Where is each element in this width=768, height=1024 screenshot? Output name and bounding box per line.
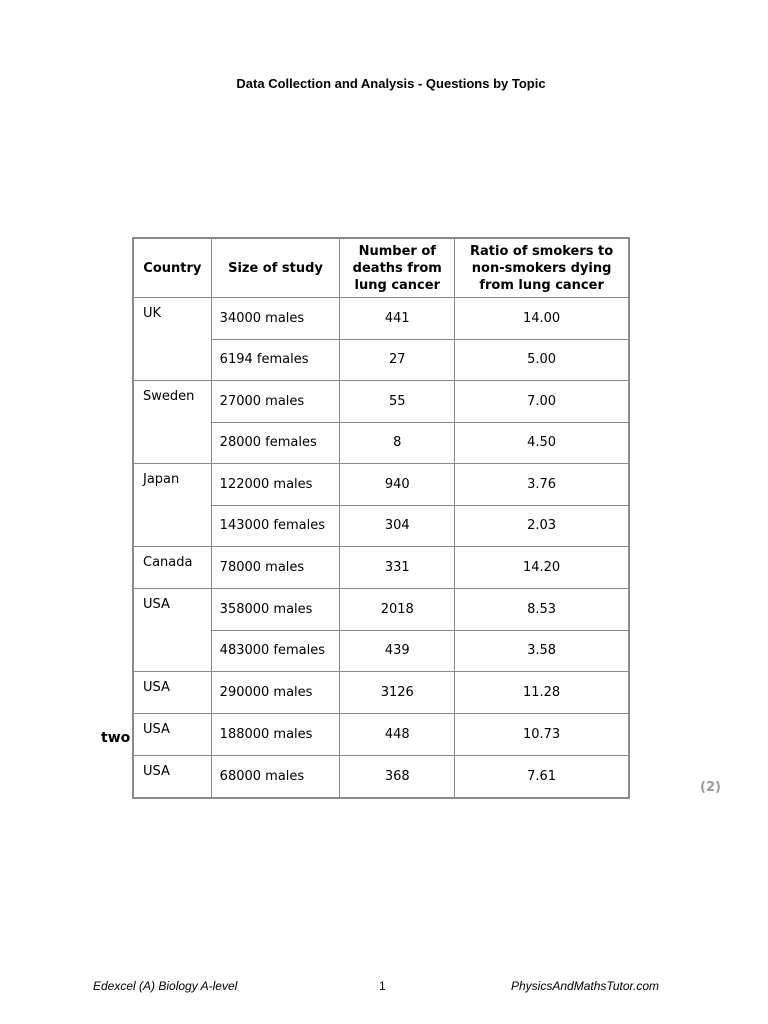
cell-deaths: 441 (340, 298, 455, 340)
cell-size: 358000 males (211, 589, 340, 631)
table-row (133, 672, 629, 714)
cell-ratio: 3.58 (455, 630, 629, 672)
cell-deaths: 368 (340, 756, 455, 799)
cell-size: 483000 females (211, 630, 340, 672)
table-row (133, 339, 629, 381)
cell-ratio: 11.28 (455, 672, 629, 714)
cell-country (133, 422, 211, 464)
table-row (133, 756, 629, 799)
cell-size: 122000 males (211, 464, 340, 506)
marks-indicator: (2) (700, 780, 721, 795)
cell-deaths: 8 (340, 422, 455, 464)
cell-size: 78000 males (211, 547, 340, 589)
header-ratio-line3: from lung cancer (479, 277, 604, 293)
cell-deaths: 2018 (340, 589, 455, 631)
cell-size: 68000 males (211, 756, 340, 799)
header-deaths-line3: lung cancer (354, 277, 440, 293)
cell-size: 188000 males (211, 714, 340, 756)
cell-deaths: 940 (340, 464, 455, 506)
cell-country: Canada (133, 547, 211, 589)
cell-country (133, 630, 211, 672)
page-title: Data Collection and Analysis - Questions by Topic (236, 76, 546, 91)
header-number-of-deaths (340, 238, 455, 298)
header-size-of-study: Size of study (211, 238, 340, 298)
cell-country (133, 505, 211, 547)
cell-country (133, 339, 211, 381)
cell-size: 6194 females (211, 339, 340, 381)
header-deaths-line2: deaths from (352, 260, 442, 276)
cell-ratio: 3.76 (455, 464, 629, 506)
table-row (133, 714, 629, 756)
cell-deaths: 439 (340, 630, 455, 672)
table-row (133, 298, 629, 340)
cell-size: 143000 females (211, 505, 340, 547)
header-ratio-line2: non-smokers dying (471, 260, 612, 276)
cell-ratio: 5.00 (455, 339, 629, 381)
cell-ratio: 14.20 (455, 547, 629, 589)
cell-size: 28000 females (211, 422, 340, 464)
cell-country: Sweden (133, 381, 211, 423)
cell-deaths: 304 (340, 505, 455, 547)
cell-deaths: 55 (340, 381, 455, 423)
cell-country: USA (133, 714, 211, 756)
question-text-two: two (101, 730, 131, 746)
cell-country: Japan (133, 464, 211, 506)
cell-country: USA (133, 756, 211, 799)
header-ratio (455, 238, 629, 298)
cell-country: UK (133, 298, 211, 340)
cell-ratio: 14.00 (455, 298, 629, 340)
cell-deaths: 3126 (340, 672, 455, 714)
table-header-row (133, 238, 629, 298)
cell-deaths: 331 (340, 547, 455, 589)
table-row (133, 547, 629, 589)
cell-ratio: 7.61 (455, 756, 629, 799)
cell-size: 290000 males (211, 672, 340, 714)
table-row (133, 589, 629, 631)
cell-deaths: 27 (340, 339, 455, 381)
cell-country: USA (133, 589, 211, 631)
footer-course: Edexcel (A) Biology A-level (93, 979, 238, 993)
cell-size: 27000 males (211, 381, 340, 423)
header-ratio-line1: Ratio of smokers to (470, 243, 614, 259)
table-row (133, 505, 629, 547)
cell-deaths: 448 (340, 714, 455, 756)
header-country: Country (133, 238, 211, 298)
footer-website: PhysicsAndMathsTutor.com (511, 979, 660, 993)
table-row (133, 381, 629, 423)
cell-ratio: 10.73 (455, 714, 629, 756)
header-deaths-line1: Number of (358, 243, 436, 259)
cell-ratio: 7.00 (455, 381, 629, 423)
cell-ratio: 4.50 (455, 422, 629, 464)
table-row (133, 422, 629, 464)
cell-ratio: 8.53 (455, 589, 629, 631)
footer-page-number: 1 (379, 979, 386, 993)
cell-country: USA (133, 672, 211, 714)
cell-ratio: 2.03 (455, 505, 629, 547)
table-row (133, 630, 629, 672)
lung-cancer-data-table (132, 237, 630, 799)
cell-size: 34000 males (211, 298, 340, 340)
table-row (133, 464, 629, 506)
